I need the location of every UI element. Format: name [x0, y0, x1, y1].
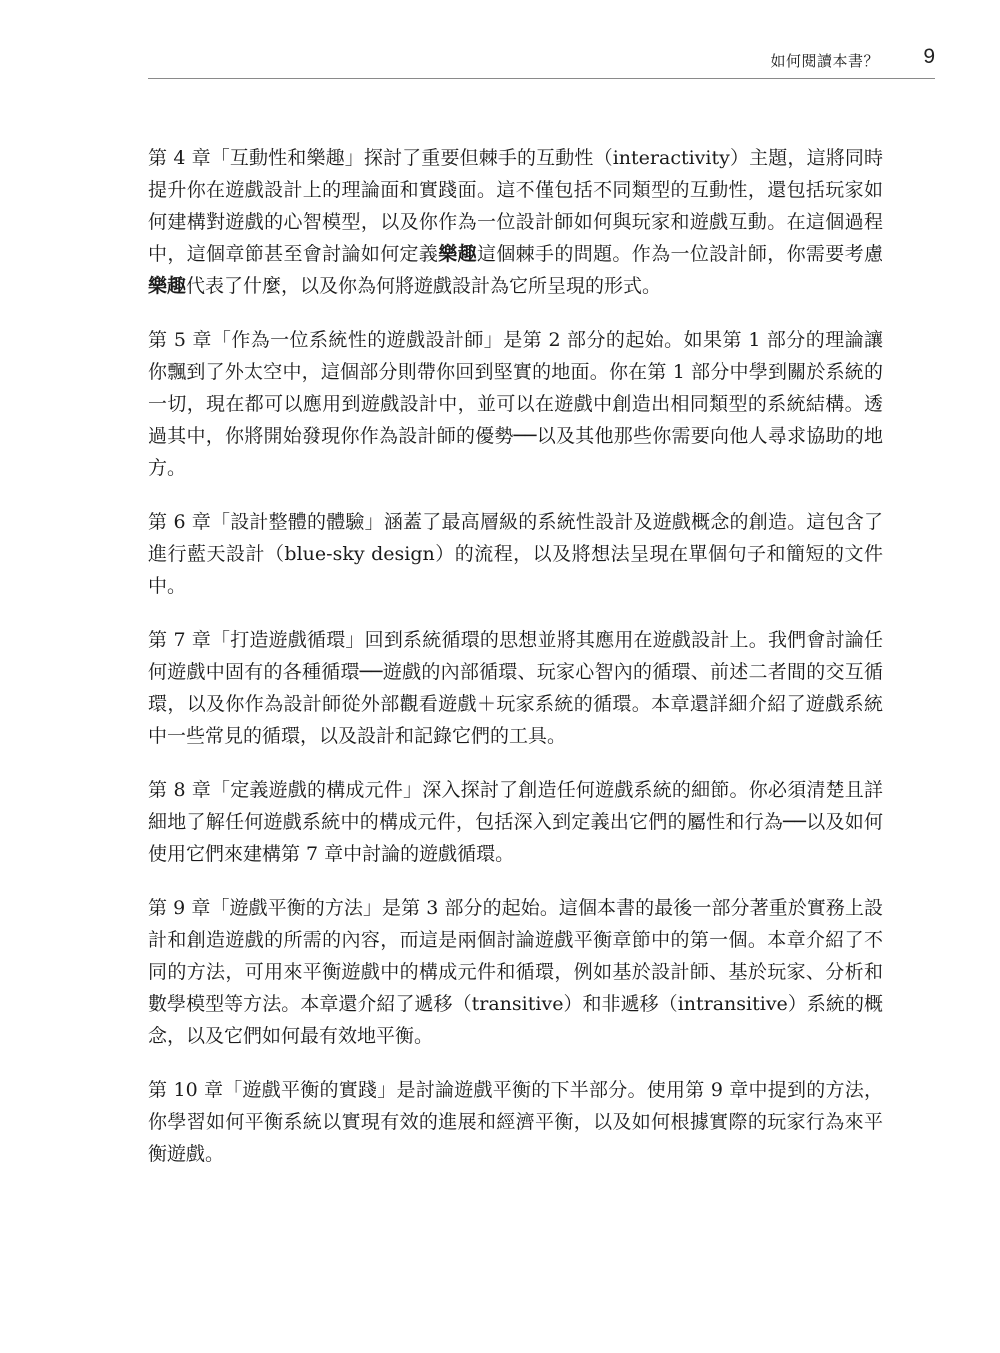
running-head-title: 如何閱讀本書？	[770, 53, 879, 70]
paragraph-text: 代表了什麼，以及你為何將遊戲設計為它所呈現的形式。	[186, 275, 662, 297]
paragraph-chapter-8: 第 8 章「定義遊戲的構成元件」深入探討了創造任何遊戲系統的細節。你必須清楚且詳細地了解任何遊戲系統中的構成元件，包括深入到定義出它們的屬性和行為──以及如何使用它們來建構第 7 章中討論的遊戲循環。	[148, 779, 883, 865]
paragraph-text: 這個棘手的問題。作為一位設計師，你需要考慮	[476, 243, 883, 265]
paragraph-text: 第 4 章「互動性和樂趣」探討了重要但棘手的互動性（interactivity）主題，這將同時提升你在遊戲設計上的理論面和實踐面。這不僅包括不同類型的互動性，還包括玩家如何建構對遊戲的心智模型，以及你作為一位設計師如何與玩家和遊戲互動。在這個過程中，這個章節甚至會討論如何定義	[148, 147, 883, 265]
paragraph-chapter-4	[148, 142, 883, 302]
emphasis-term: 樂趣	[148, 275, 187, 297]
paragraph-chapter-7: 第 7 章「打造遊戲循環」回到系統循環的思想並將其應用在遊戲設計上。我們會討論任何遊戲中固有的各種循環──遊戲的內部循環、玩家心智內的循環、前述二者間的交互循環，以及你作為設計師從外部觀看遊戲＋玩家系統的循環。本章還詳細介紹了遊戲系統中一些常見的循環，以及設計和記錄它們的工具。	[148, 629, 883, 747]
page-number: 9	[923, 45, 935, 68]
running-head	[148, 45, 935, 79]
body-text	[148, 142, 883, 1192]
emphasis-term: 樂趣	[438, 243, 477, 265]
paragraph-chapter-5: 第 5 章「作為一位系統性的遊戲設計師」是第 2 部分的起始。如果第 1 部分的理論讓你飄到了外太空中，這個部分則帶你回到堅實的地面。你在第 1 部分中學到關於系統的一切，現在都可以應用到遊戲設計中，並可以在遊戲中創造出相同類型的系統結構。透過其中，你將開始發現你作為設計師的優勢──以及其他那些你需要向他人尋求協助的地方。	[148, 329, 883, 479]
paragraph-chapter-9: 第 9 章「遊戲平衡的方法」是第 3 部分的起始。這個本書的最後一部分著重於實務上設計和創造遊戲的所需的內容，而這是兩個討論遊戲平衡章節中的第一個。本章介紹了不同的方法，可用來平衡遊戲中的構成元件和循環，例如基於設計師、基於玩家、分析和數學模型等方法。本章還介紹了遞移（transitive）和非遞移（intransitive）系統的概念，以及它們如何最有效地平衡。	[148, 897, 883, 1047]
paragraph-chapter-6: 第 6 章「設計整體的體驗」涵蓋了最高層級的系統性設計及遊戲概念的創造。這包含了進行藍天設計（blue-sky design）的流程，以及將想法呈現在單個句子和簡短的文件中。	[148, 511, 883, 597]
paragraph-chapter-10: 第 10 章「遊戲平衡的實踐」是討論遊戲平衡的下半部分。使用第 9 章中提到的方法，你學習如何平衡系統以實現有效的進展和經濟平衡，以及如何根據實際的玩家行為來平衡遊戲。	[148, 1079, 883, 1165]
